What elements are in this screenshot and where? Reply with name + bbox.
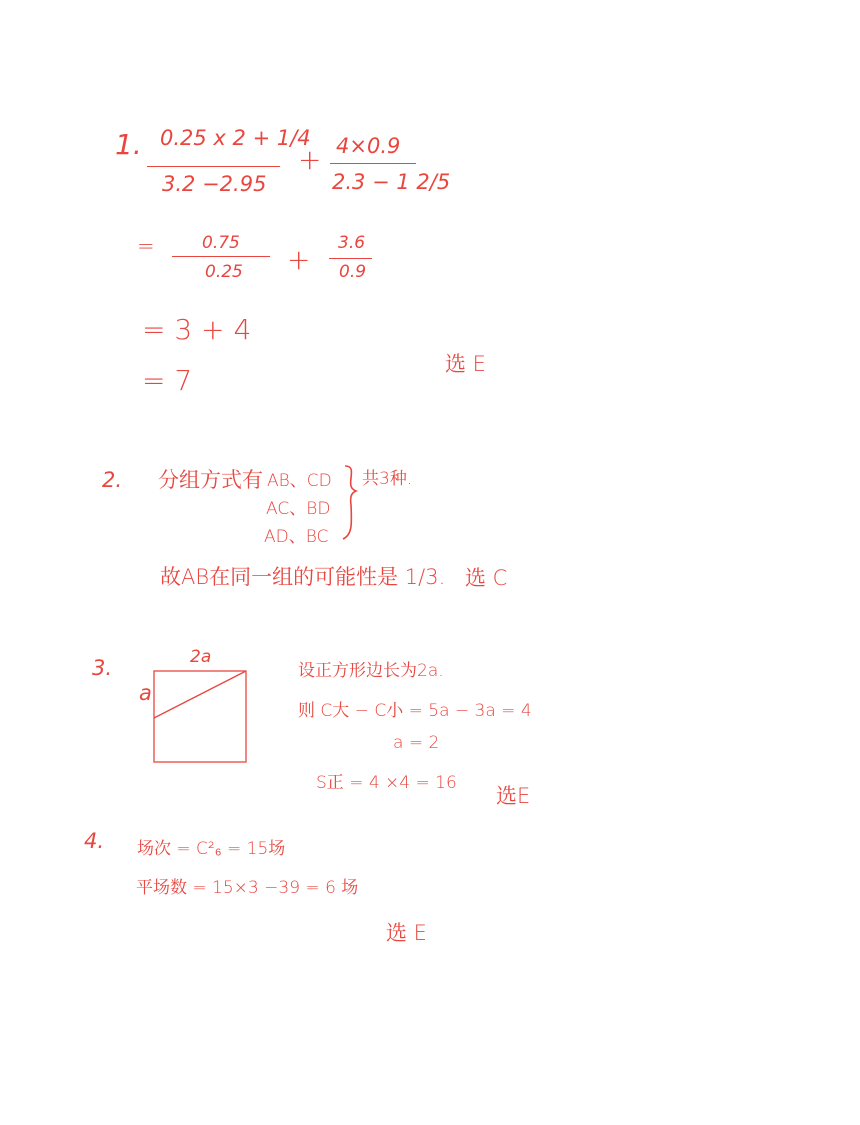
fraction-2-denominator: 2.3 − 1 2/5	[332, 170, 451, 194]
plus-sign: +	[298, 143, 322, 176]
grouping-brace	[343, 466, 356, 539]
square-top-label: 2a	[190, 647, 212, 667]
step-2-fraction-2-numerator: 3.6	[338, 233, 366, 253]
problem-4-line-2: 平场数 = 15×3 −39 = 6 场	[136, 878, 359, 898]
grouping-1: AB、CD	[267, 471, 332, 491]
problem-3-line-1: 设正方形边长为2a.	[298, 661, 444, 681]
step-2-fraction-1-numerator: 0.75	[202, 233, 240, 253]
problem-2-intro: 分组方式有	[158, 468, 263, 492]
grouping-total: 共3种.	[362, 469, 413, 489]
square-dividing-line	[154, 671, 246, 718]
problem-3-line-2: 则 C大 − C小 = 5a − 3a = 4	[298, 701, 532, 721]
step-2-equals: =	[137, 234, 155, 258]
problem-2-conclusion: 故AB在同一组的可能性是 1/3.	[160, 565, 446, 589]
problem-2-answer: 选 C	[465, 566, 508, 590]
grouping-2: AC、BD	[266, 499, 331, 519]
step-2-plus-sign: +	[287, 243, 311, 276]
problem-3-line-4: S正 = 4 ×4 = 16	[316, 773, 457, 793]
step-3: = 3 + 4	[142, 313, 252, 346]
step-2-fraction-1-denominator: 0.25	[205, 262, 243, 282]
problem-1-number: 1.	[115, 128, 142, 161]
problem-3-answer: 选E	[496, 784, 531, 808]
problem-3-number: 3.	[92, 656, 113, 680]
square-diagram	[154, 671, 246, 762]
problem-4-line-1: 场次 = C²₆ = 15场	[137, 839, 286, 859]
problem-4-answer: 选 E	[386, 921, 427, 945]
fraction-1-numerator: 0.25 x 2 + 1/4	[160, 126, 311, 150]
fraction-1-denominator: 3.2 −2.95	[162, 172, 267, 196]
problem-2-number: 2.	[102, 468, 123, 492]
problem-4-number: 4.	[84, 829, 105, 853]
fraction-2-numerator: 4×0.9	[336, 134, 401, 158]
problem-1-answer: 选 E	[445, 352, 486, 376]
problem-3-line-3: a = 2	[393, 733, 440, 753]
square-side-label: a	[139, 681, 152, 705]
grouping-3: AD、BC	[264, 527, 329, 547]
step-4: = 7	[142, 364, 193, 397]
step-2-fraction-2-denominator: 0.9	[339, 262, 367, 282]
